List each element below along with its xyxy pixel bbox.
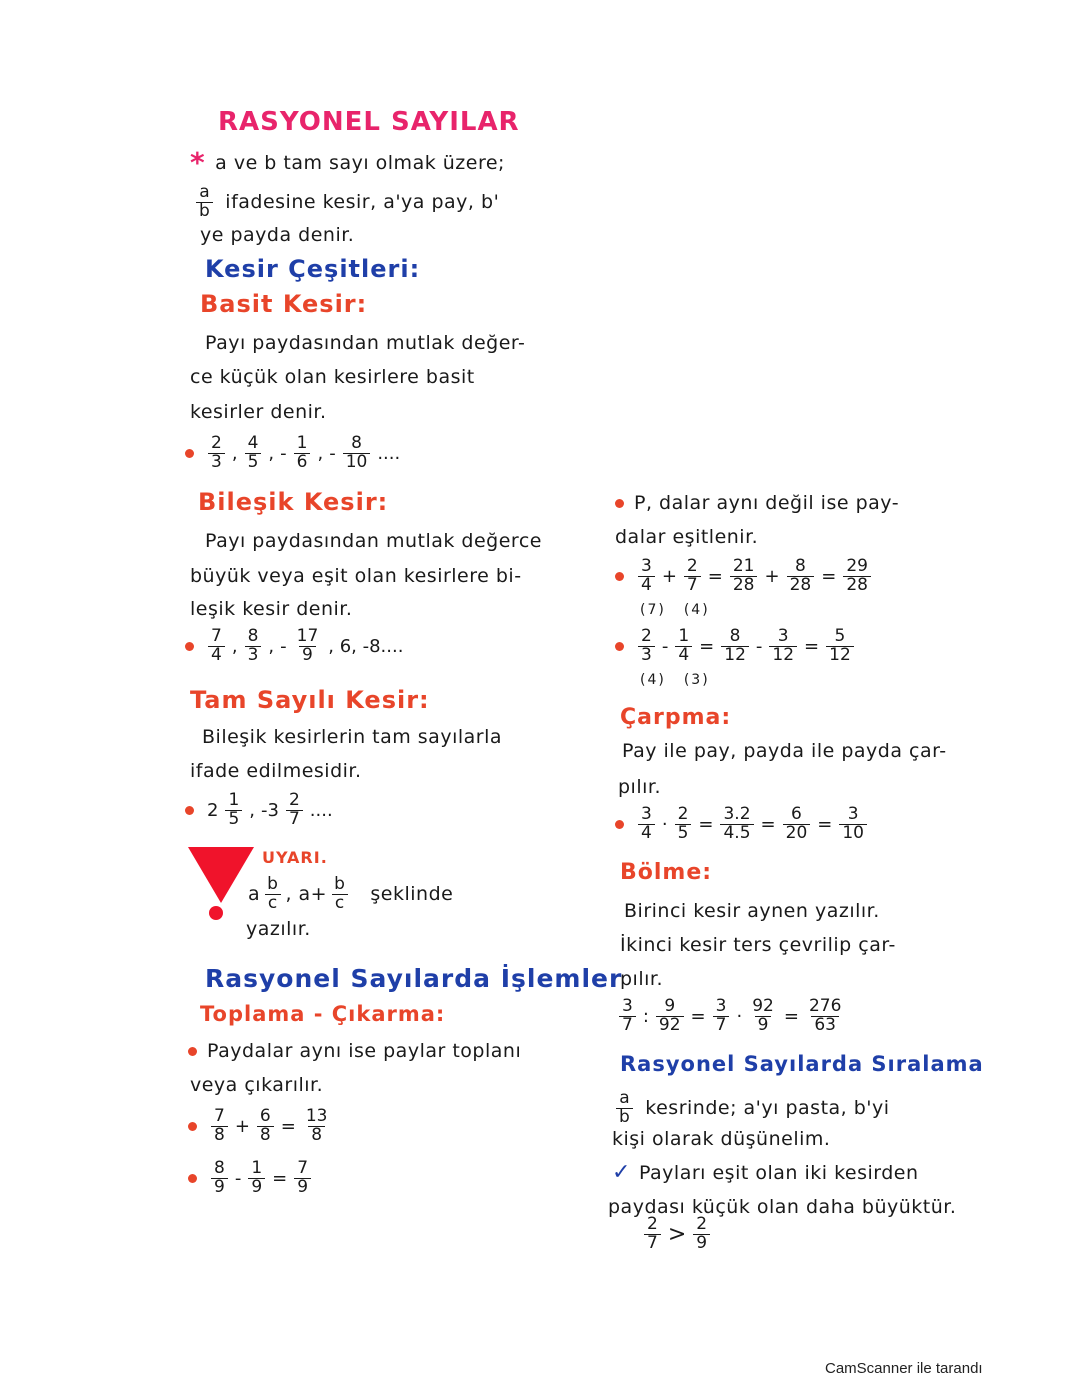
fraction: $\frac{1}{6}$: [294, 435, 311, 472]
fraction: $\frac{4}{5}$: [245, 435, 262, 472]
bolme-heading: Bölme:: [620, 860, 713, 885]
fraction: $\frac{1}{5}$: [225, 792, 242, 829]
right-multipliers-2: (4) (3): [640, 672, 710, 688]
siralama-line-3: ✓ Payları eşit olan iki kesirden: [612, 1160, 919, 1185]
star-marker-icon: *: [190, 146, 206, 179]
bilesik-examples: $\frac{7}{4}$ , $\frac{8}{3}$ , - $\frac{17}{9}$ , 6, -8....: [185, 628, 406, 665]
kesir-cesitleri-heading: Kesir Çeşitleri:: [205, 255, 421, 283]
fraction: $\frac{8}{3}$: [245, 628, 262, 665]
uyari-label: UYARI.: [262, 848, 328, 867]
bilesik-kesir-heading: Bileşik Kesir:: [198, 488, 389, 516]
bilesik-line-2: büyük veya eşit olan kesirlere bi-: [190, 565, 522, 587]
fraction: $\frac{b}{c}$: [264, 876, 281, 913]
toplama-cikarma-heading: Toplama - Çıkarma:: [200, 1002, 446, 1026]
uyari-line-2: yazılır.: [246, 918, 311, 940]
tam-sayili-examples: 2 $\frac{1}{5}$ , -3 $\frac{2}{7}$ ....: [185, 792, 336, 829]
basit-examples: $\frac{2}{3}$ , $\frac{4}{5}$ , - $\frac{1}{6}$ , - $\frac{8}{10}$ ....: [185, 435, 403, 472]
siralama-line-4: paydası küçük olan daha büyüktür.: [608, 1196, 957, 1218]
bullet-icon: [188, 1122, 197, 1131]
siralama-line-2: kişi olarak düşünelim.: [612, 1128, 831, 1150]
warning-icon: [186, 845, 256, 925]
bullet-icon: [615, 572, 624, 581]
siralama-heading: Rasyonel Sayılarda Sıralama: [620, 1052, 984, 1076]
bullet-icon: [188, 1174, 197, 1183]
fraction: $\frac{7}{4}$: [208, 628, 225, 665]
carpma-line-1: Pay ile pay, payda ile payda çar-: [622, 740, 947, 762]
right-multipliers-1: (7) (4): [640, 602, 710, 618]
bullet-icon: [185, 642, 194, 651]
tam-sayili-heading: Tam Sayılı Kesir:: [190, 686, 430, 714]
islemler-heading: Rasyonel Sayılarda İşlemler: [205, 964, 623, 993]
bullet-icon: [185, 806, 194, 815]
bilesik-line-1: Payı paydasından mutlak değerce: [205, 530, 542, 552]
tam-sayili-line-2: ifade edilmesidir.: [190, 760, 362, 782]
basit-kesir-heading: Basit Kesir:: [200, 290, 368, 318]
tam-sayili-line-1: Bileşik kesirlerin tam sayılarla: [202, 726, 503, 748]
carpma-heading: Çarpma:: [620, 705, 732, 730]
islemler-rule-2: veya çıkarılır.: [190, 1074, 324, 1096]
right-example-1: $\frac{3}{4}$ + $\frac{2}{7}$ = $\frac{21}{28}$ + $\frac{8}{28}$ = $\frac{29}{28}$: [615, 558, 875, 595]
siralama-example: $\frac{2}{7}$ > $\frac{2}{9}$: [640, 1216, 714, 1253]
bilesik-line-3: leşik kesir denir.: [190, 598, 353, 620]
intro-line-2: $\frac{a}{b}$ ifadesine kesir, a'ya pay, b': [192, 184, 499, 221]
fraction: $\frac{b}{c}$: [331, 876, 348, 913]
islemler-rule-1: Paydalar aynı ise paylar toplanı: [188, 1040, 521, 1062]
check-icon: ✓: [612, 1160, 631, 1185]
basit-line-3: kesirler denir.: [190, 401, 327, 423]
intro-line-3: ye payda denir.: [200, 224, 355, 246]
bolme-example: $\frac{3}{7}$ : $\frac{9}{92}$ = $\frac{3}{7}$ · $\frac{92}{9}$ = $\frac{276}{63}$: [615, 998, 848, 1035]
fraction: $\frac{2}{3}$: [208, 435, 225, 472]
right-example-2: $\frac{2}{3}$ - $\frac{1}{4}$ = $\frac{8}{12}$ - $\frac{3}{12}$ = $\frac{5}{12}$: [615, 628, 858, 665]
basit-line-2: ce küçük olan kesirlere basit: [190, 366, 475, 388]
siralama-line-1: $\frac{a}{b}$ kesrinde; a'yı pasta, b'yi: [612, 1090, 890, 1127]
fraction: $\frac{17}{9}$: [296, 626, 319, 665]
bolme-line-3: pılır.: [620, 968, 664, 990]
camscanner-footer: CamScanner ile tarandı: [825, 1360, 983, 1377]
bolme-line-1: Birinci kesir aynen yazılır.: [624, 900, 880, 922]
cikarma-example: $\frac{8}{9}$ - $\frac{1}{9}$ = $\frac{7}{9}$: [188, 1160, 315, 1197]
fraction: $\frac{a}{b}$: [196, 184, 213, 221]
bullet-icon: [615, 499, 624, 508]
fraction: $\frac{2}{7}$: [286, 792, 303, 829]
toplama-example: $\frac{7}{8}$ + $\frac{6}{8}$ = $\frac{13}{8}$: [188, 1108, 334, 1145]
intro-line-1: * a ve b tam sayı olmak üzere;: [190, 146, 505, 179]
carpma-line-2: pılır.: [618, 776, 662, 798]
page-title: RASYONEL SAYILAR: [218, 107, 520, 137]
bullet-icon: [615, 820, 624, 829]
bolme-line-2: İkinci kesir ters çevrilip çar-: [620, 934, 896, 956]
bullet-icon: [185, 449, 194, 458]
fraction: $\frac{8}{10}$: [343, 435, 371, 472]
carpma-example: $\frac{3}{4}$ · $\frac{2}{5}$ = $\frac{3.2}{4.5}$ = $\frac{6}{20}$ = $\frac{3}{10}$: [615, 806, 871, 843]
right-rule-1: P, dalar aynı değil ise pay-: [615, 492, 899, 514]
bullet-icon: [188, 1047, 197, 1056]
right-rule-2: dalar eşitlenir.: [615, 526, 759, 548]
uyari-expression: a $\frac{b}{c}$ , a+ $\frac{b}{c}$ şeklinde: [248, 874, 454, 913]
basit-line-1: Payı paydasından mutlak değer-: [205, 332, 526, 354]
bullet-icon: [615, 642, 624, 651]
